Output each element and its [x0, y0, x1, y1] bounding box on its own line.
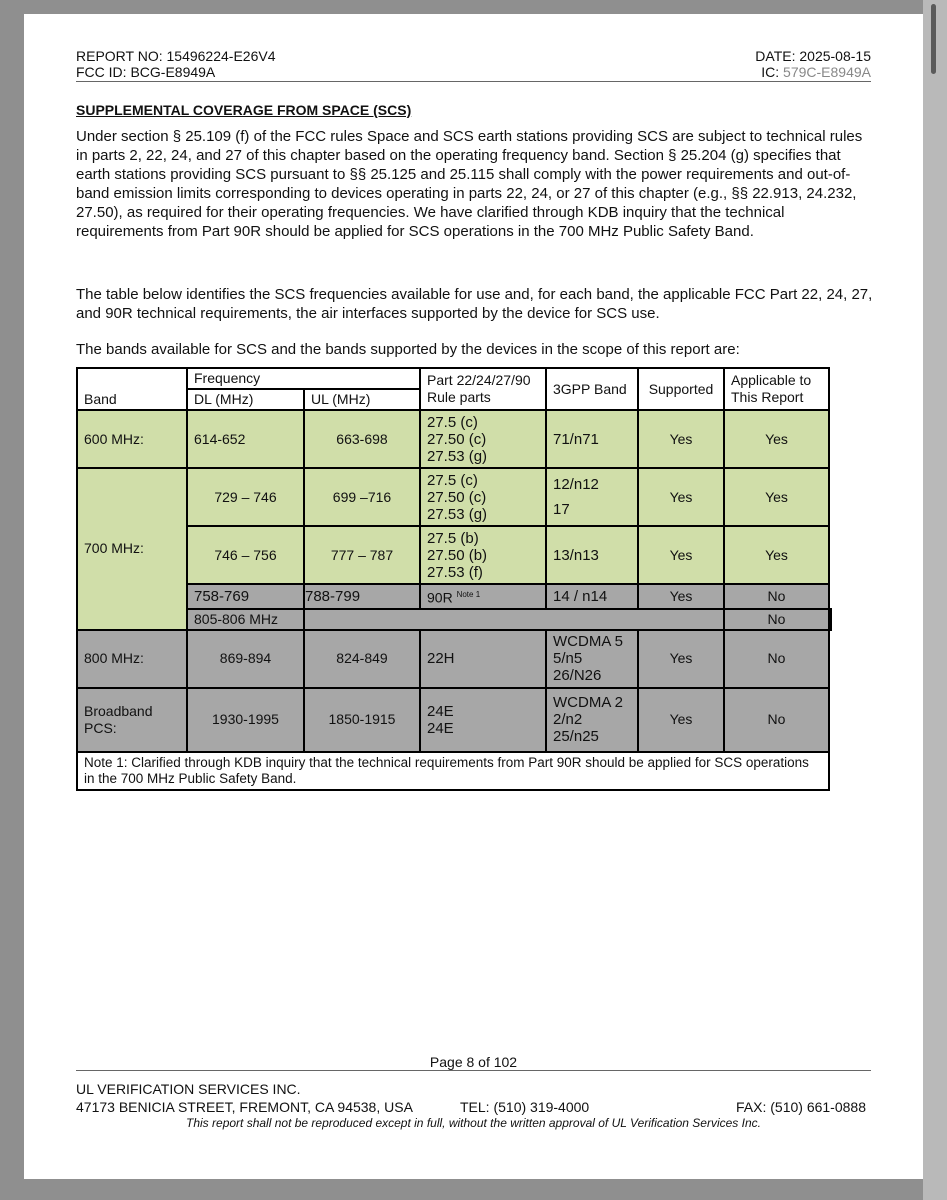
frequency-header: Frequency — [187, 368, 420, 389]
bands-intro-paragraph: The bands available for SCS and the bands supported by the devices in the scope of this report are: — [76, 341, 740, 358]
table-row — [77, 609, 831, 630]
fcc-id: FCC ID: BCG-E8949A — [76, 64, 216, 80]
footer-divider — [76, 1070, 871, 1071]
supported-cell: Yes — [638, 410, 724, 468]
band-cell: 800 MHz: — [77, 630, 187, 688]
dl-cell: 746 – 756 — [187, 526, 304, 584]
table-row — [77, 526, 831, 584]
table-note: Note 1: Clarified through KDB inquiry that the technical requirements from Part 90R should be applied for SCS operations in the 700 MHz Public Safety Band. — [77, 752, 829, 790]
ul-header: UL (MHz) — [304, 389, 420, 410]
gpp-cell: WCDMA 2 2/n2 25/n25 — [546, 688, 638, 752]
empty-cell — [304, 609, 724, 630]
dl-cell: 869-894 — [187, 630, 304, 688]
rule-cell: 90R $^{Note 1}$ — [420, 584, 546, 609]
rule-cell: 27.5 (c) 27.50 (c) 27.53 (g) — [420, 468, 546, 526]
dl-cell: 758-769 — [187, 584, 304, 609]
supported-cell: Yes — [638, 468, 724, 526]
document-page — [24, 14, 923, 1179]
ul-cell: 777 – 787 — [304, 526, 420, 584]
applicable-cell: Yes — [724, 468, 829, 526]
dl-header: DL (MHz) — [187, 389, 304, 410]
scrollbar-thumb[interactable] — [931, 4, 936, 74]
ul-cell: 1850-1915 — [304, 688, 420, 752]
dl-cell: 805-806 MHz — [187, 609, 304, 630]
report-date: DATE: 2025-08-15 — [755, 48, 871, 64]
applicable-cell: Yes — [724, 526, 829, 584]
footer-address: 47173 BENICIA STREET, FREMONT, CA 94538, USA — [76, 1099, 413, 1115]
applicable-header: Applicable to This Report — [724, 368, 829, 410]
section-title: SUPPLEMENTAL COVERAGE FROM SPACE (SCS) — [76, 102, 412, 118]
band-cell: 700 MHz: — [77, 468, 187, 630]
gpp-cell: WCDMA 5 5/n5 26/N26 — [546, 630, 638, 688]
ul-cell: 663-698 — [304, 410, 420, 468]
rule-cell: 24E 24E — [420, 688, 546, 752]
table-row — [77, 584, 831, 609]
footer-company: UL VERIFICATION SERVICES INC. — [76, 1081, 301, 1097]
footer-fax: FAX: (510) 661-0888 — [736, 1099, 866, 1115]
note-reference: Note 1 — [456, 590, 481, 599]
ul-cell: 699 –716 — [304, 468, 420, 526]
supported-header: Supported — [638, 368, 724, 410]
window-scroll-track[interactable] — [923, 0, 947, 1200]
band-cell: Broadband PCS: — [77, 688, 187, 752]
table-row — [77, 630, 831, 688]
header-right — [755, 48, 871, 80]
dl-cell: 614-652 — [187, 410, 304, 468]
header-left — [76, 48, 276, 80]
table-row — [77, 410, 831, 468]
gpp-cell: 14 / n14 — [546, 584, 638, 609]
applicable-cell — [829, 609, 831, 630]
footer-disclaimer: This report shall not be reproduced except in full, without the written approval of UL Verification Services Inc. — [186, 1116, 761, 1130]
dl-cell: 1930-1995 — [187, 688, 304, 752]
rule-cell: 22H — [420, 630, 546, 688]
supported-cell: No — [724, 609, 829, 630]
gpp-cell: 71/n71 — [546, 410, 638, 468]
gpp-cell: 12/n12 17 — [546, 468, 638, 526]
header-divider — [76, 81, 871, 82]
ic-value: 579C-E8949A — [783, 64, 871, 80]
intro-paragraph: Under section § 25.109 (f) of the FCC rules Space and SCS earth stations providing SCS are subject to technical rules in parts 2, 22, 24, and 27 of this chapter based on the operating frequency band. Section § 25.204 (g) specifies that earth stations providing SCS pursuant to §§ 25.125 and 25.115 shall comply with the power requirements and out-of-band emission limits corresponding to devices operating in parts 22, 24, or 27 of this chapter (e.g., §§ 22.913, 24.232, 27.50), as required for their operating frequencies. We have clarified through KDB inquiry that the technical requirements from Part 90R should be applied for SCS operations in the 700 MHz Public Safety Band. — [76, 128, 863, 240]
supported-cell: Yes — [638, 526, 724, 584]
applicable-cell: No — [724, 584, 829, 609]
table-description-paragraph: The table below identifies the SCS frequencies available for use and, for each band, the applicable FCC Part 22, 24, 27, and 90R technical requirements, the air interfaces supported by the device for SCS use. — [76, 286, 873, 322]
footer-contact — [76, 1099, 866, 1115]
scs-bands-table — [76, 367, 832, 791]
ul-cell: 824-849 — [304, 630, 420, 688]
report-number: REPORT NO: 15496224-E26V4 — [76, 48, 276, 64]
ul-cell: 788-799 — [304, 584, 420, 609]
applicable-cell: No — [724, 688, 829, 752]
gpp-cell: 13/n13 — [546, 526, 638, 584]
rule-cell: 27.5 (c) 27.50 (c) 27.53 (g) — [420, 410, 546, 468]
gpp-band-header: 3GPP Band — [546, 368, 638, 410]
applicable-cell: No — [724, 630, 829, 688]
table-row — [77, 468, 831, 526]
ic-id: IC: 579C-E8949A — [761, 64, 871, 80]
band-header: Band — [77, 389, 187, 410]
applicable-cell: Yes — [724, 410, 829, 468]
rule-parts-header: Part 22/24/27/90 Rule parts — [420, 368, 546, 410]
table-note-row — [77, 752, 831, 790]
supported-cell: Yes — [638, 630, 724, 688]
band-cell: 600 MHz: — [77, 410, 187, 468]
page-number: Page 8 of 102 — [429, 1054, 518, 1070]
supported-cell: Yes — [638, 584, 724, 609]
table-header-row-1 — [77, 368, 831, 389]
rule-cell: 27.5 (b) 27.50 (b) 27.53 (f) — [420, 526, 546, 584]
table-row — [77, 688, 831, 752]
dl-cell: 729 – 746 — [187, 468, 304, 526]
footer-tel: TEL: (510) 319-4000 — [460, 1099, 590, 1115]
supported-cell: Yes — [638, 688, 724, 752]
